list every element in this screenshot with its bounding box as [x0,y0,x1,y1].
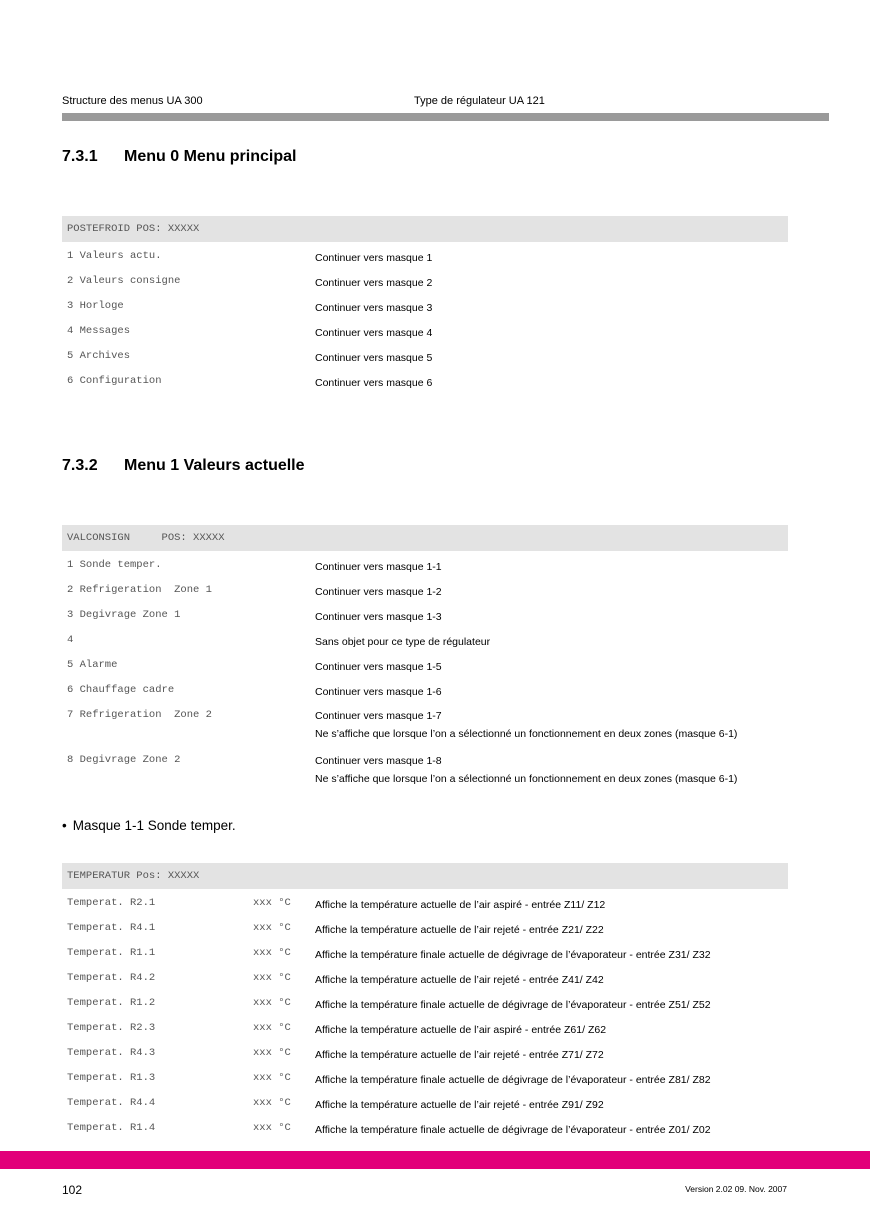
section-heading-7-3-2 [62,457,305,475]
row-description: Affiche la température finale actuelle de dégivrage de l’évaporateur - entrée Z81/ Z82 [315,1074,711,1086]
row-description-main: Continuer vers masque 1-8 [315,755,442,767]
row-description-note: Ne s’affiche que lorsque l’on a sélectionné un fonctionnement en deux zones (masque 6-1) [315,773,738,785]
table-row [62,964,788,989]
bullet-dot-icon: • [62,818,67,833]
lcd-text: 5 Alarme [67,659,118,671]
table-header: VALCONSIGN POS: XXXXX [62,525,788,551]
main-menu-table [62,216,788,392]
lcd-text: Temperat. R1.1 [67,947,156,959]
header-bar [62,113,829,121]
row-description: Sans objet pour ce type de régulateur [315,636,491,648]
version-text: Version 2.02 09. Nov. 2007 [685,1184,787,1194]
lcd-text: Temperat. R4.2 [67,972,156,984]
table-row [62,626,788,651]
table-row [62,939,788,964]
unit-text: xxx °C [253,947,291,959]
table-row [62,551,788,576]
row-description: Continuer vers masque 1 [315,252,433,264]
table-row [62,1089,788,1114]
lcd-text: Temperat. R2.1 [67,897,156,909]
table-row [62,1039,788,1064]
row-description: Affiche la température finale actuelle de dégivrage de l’évaporateur - entrée Z01/ Z02 [315,1124,711,1136]
table-row [62,1014,788,1039]
row-description [315,753,737,788]
unit-text: xxx °C [253,1097,291,1109]
row-description: Affiche la température actuelle de l’air aspiré - entrée Z61/ Z62 [315,1024,607,1036]
row-description-main: Continuer vers masque 1-7 [315,710,442,722]
row-description: Affiche la température finale actuelle de dégivrage de l’évaporateur - entrée Z31/ Z32 [315,949,711,961]
footer-bar [0,1151,870,1169]
row-description: Affiche la température actuelle de l’air rejeté - entrée Z41/ Z42 [315,974,604,986]
table-row [62,1064,788,1089]
unit-text: xxx °C [253,922,291,934]
lcd-text: Temperat. R2.3 [67,1022,156,1034]
row-description: Continuer vers masque 5 [315,352,433,364]
table-row [62,914,788,939]
table-row [62,676,788,701]
unit-text: xxx °C [253,1122,291,1134]
bullet-item [62,818,236,833]
section-number: 7.3.1 [62,148,98,165]
row-description: Affiche la température actuelle de l’air rejeté - entrée Z21/ Z22 [315,924,604,936]
lcd-text: Temperat. R4.3 [67,1047,156,1059]
row-description: Continuer vers masque 6 [315,377,433,389]
table-row [62,342,788,367]
row-description: Affiche la température actuelle de l’air aspiré - entrée Z11/ Z12 [315,899,606,911]
row-description: Continuer vers masque 1-2 [315,586,442,598]
temperature-table [62,863,788,1139]
row-description: Continuer vers masque 1-3 [315,611,442,623]
row-description: Continuer vers masque 4 [315,327,433,339]
section-title: Menu 1 Valeurs actuelle [124,457,305,474]
header-left-text: Structure des menus UA 300 [62,95,203,107]
actual-values-menu-table [62,525,788,791]
row-description: Continuer vers masque 1-5 [315,661,442,673]
lcd-text: 7 Refrigeration Zone 2 [67,709,212,721]
table-row [62,889,788,914]
lcd-text: Temperat. R1.2 [67,997,156,1009]
table-row [62,989,788,1014]
lcd-text: 6 Configuration [67,375,162,387]
row-description: Continuer vers masque 1-1 [315,561,442,573]
section-heading-7-3-1 [62,148,296,166]
lcd-text: 2 Valeurs consigne [67,275,181,287]
table-row [62,292,788,317]
unit-text: xxx °C [253,897,291,909]
lcd-text: 3 Horloge [67,300,124,312]
row-description: Continuer vers masque 2 [315,277,433,289]
row-description: Continuer vers masque 3 [315,302,433,314]
table-row [62,367,788,392]
table-row [62,651,788,676]
unit-text: xxx °C [253,997,291,1009]
lcd-text: 3 Degivrage Zone 1 [67,609,181,621]
table-row [62,576,788,601]
section-title: Menu 0 Menu principal [124,148,297,165]
row-description-note: Ne s’affiche que lorsque l’on a sélectionné un fonctionnement en deux zones (masque 6-1) [315,728,738,740]
header-middle-text: Type de régulateur UA 121 [414,95,545,107]
page-number: 102 [62,1183,83,1197]
lcd-text: Temperat. R4.1 [67,922,156,934]
row-description [315,708,737,743]
table-row [62,317,788,342]
table-header: POSTEFROID POS: XXXXX [62,216,788,242]
row-description: Affiche la température actuelle de l’air rejeté - entrée Z91/ Z92 [315,1099,604,1111]
table-row [62,242,788,267]
lcd-text: 1 Valeurs actu. [67,250,162,262]
unit-text: xxx °C [253,1022,291,1034]
lcd-text: 4 [67,634,74,646]
lcd-text: 8 Degivrage Zone 2 [67,754,181,766]
lcd-text: Temperat. R1.3 [67,1072,156,1084]
row-description: Affiche la température finale actuelle de dégivrage de l’évaporateur - entrée Z51/ Z52 [315,999,711,1011]
table-header: TEMPERATUR Pos: XXXXX [62,863,788,889]
bullet-text: Masque 1-1 Sonde temper. [72,818,236,833]
table-row [62,601,788,626]
unit-text: xxx °C [253,972,291,984]
unit-text: xxx °C [253,1072,291,1084]
unit-text: xxx °C [253,1047,291,1059]
table-row [62,267,788,292]
section-number: 7.3.2 [62,457,98,474]
lcd-text: 5 Archives [67,350,131,362]
lcd-text: 2 Refrigeration Zone 1 [67,584,212,596]
lcd-text: Temperat. R4.4 [67,1097,156,1109]
row-description: Affiche la température actuelle de l’air rejeté - entrée Z71/ Z72 [315,1049,604,1061]
table-row [62,746,788,791]
table-row [62,701,788,746]
row-description: Continuer vers masque 1-6 [315,686,442,698]
lcd-text: Temperat. R1.4 [67,1122,156,1134]
lcd-text: 4 Messages [67,325,131,337]
lcd-text: 6 Chauffage cadre [67,684,175,696]
table-row [62,1114,788,1139]
lcd-text: 1 Sonde temper. [67,559,162,571]
